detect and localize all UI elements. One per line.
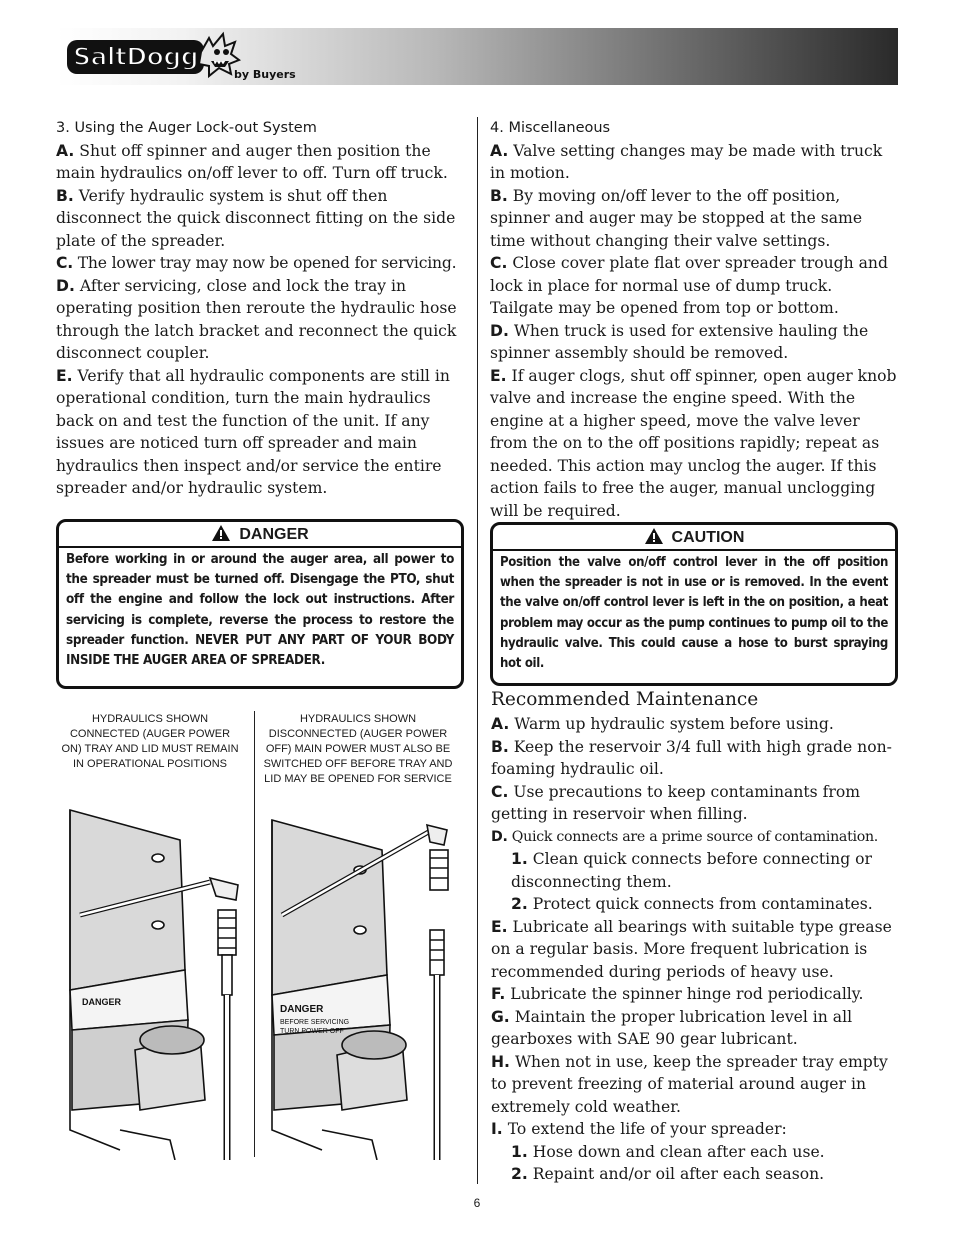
section-heading-auger-lockout: 3. Using the Auger Lock-out System xyxy=(56,120,317,136)
maint-g: G. Maintain the proper lubrication level in all gearboxes with SAE 90 gear lubricant. xyxy=(491,1007,853,1048)
maint-d1: 1. Clean quick connects before connecting or disconnecting them. xyxy=(511,850,872,891)
right-column-maintenance xyxy=(491,687,901,1186)
decal-danger-left: DANGER xyxy=(82,997,122,1007)
warning-triangle-icon xyxy=(211,524,231,542)
misc-step-d: D. When truck is used for extensive hauling the spinner assembly should be removed. xyxy=(490,321,869,362)
misc-step-c: C. Close cover plate flat over spreader trough and lock in place for normal use of dump truck. Tailgate may be opened from top or bottom. xyxy=(490,254,888,317)
decal-line2: TURN POWER OFF xyxy=(280,1028,344,1035)
figure-divider xyxy=(254,711,255,1157)
left-column xyxy=(56,117,466,500)
decal-danger-right: DANGER xyxy=(280,1004,324,1015)
figure-hydraulics-disconnected xyxy=(262,800,452,1160)
step-e: E. Verify that all hydraulic components are still in operational condition, turn the main hydraulics back on and test the function of the unit. If any issues are noticed turn off spreader and main hydraulics then inspect and/or service the entire spreader and/or hydraulic system. xyxy=(56,366,450,497)
maint-d: D. Quick connects are a prime source of contamination. xyxy=(491,828,879,845)
logo-text: SaltDogg xyxy=(67,40,204,74)
danger-body: Before working in or around the auger area, all power to the spreader must be turned off. Disengage the PTO, shut off the engine and follow the lock out instructions. After servicing is complete, reverse the process to restore the spreader function. NEVER PUT ANY PART OF YOUR BODY INSIDE THE AUGER AREA OF SPREADER. xyxy=(66,552,454,669)
column-divider xyxy=(477,117,478,1184)
step-b: B. Verify hydraulic system is shut off then disconnect the quick disconnect fitting on the side plate of the spreader. xyxy=(56,186,456,250)
step-d: D. After servicing, close and lock the tray in operating position then reroute the hydraulic hose through the latch bracket and reconnect the quick disconnect coupler. xyxy=(56,276,457,362)
danger-title: DANGER xyxy=(59,522,461,548)
page-number: 6 xyxy=(473,1196,481,1210)
maint-i: I. To extend the life of your spreader: xyxy=(491,1120,787,1138)
misc-step-a: A. Valve setting changes may be made with truck in motion. xyxy=(490,141,883,182)
decal-line1: BEFORE SERVICING xyxy=(280,1019,350,1026)
maint-f: F. Lubricate the spinner hinge rod periodically. xyxy=(491,985,864,1003)
logo-subtext: by Buyers xyxy=(234,68,296,81)
figure-caption-connected: HYDRAULICS SHOWN CONNECTED (AUGER POWER ON) TRAY AND LID MUST REMAIN IN OPERATIONAL POSITIONS xyxy=(61,713,239,770)
maint-c: C. Use precautions to keep contaminants from getting in reservoir when filling. xyxy=(491,782,861,823)
saltdogg-logo xyxy=(67,40,296,81)
step-c: C. The lower tray may now be opened for servicing. xyxy=(56,254,457,272)
caution-box xyxy=(490,522,898,686)
danger-box xyxy=(56,519,464,689)
maint-i1: 1. Hose down and clean after each use. xyxy=(511,1142,825,1161)
header-banner xyxy=(57,28,898,85)
right-column-misc xyxy=(490,117,898,522)
maintenance-title: Recommended Maintenance xyxy=(491,689,759,710)
maint-e: E. Lubricate all bearings with suitable type grease on a regular basis. More frequent lubrication is recommended during periods of heavy use. xyxy=(491,917,892,981)
caution-title: CAUTION xyxy=(493,525,895,551)
maint-d2: 2. Protect quick connects from contaminates. xyxy=(511,895,873,913)
figure-hydraulics-connected xyxy=(60,800,250,1160)
maint-a: A. Warm up hydraulic system before using. xyxy=(491,715,834,733)
misc-step-b: B. By moving on/off lever to the off position, spinner and auger may be stopped at the same time without changing their valve settings. xyxy=(490,186,863,250)
step-a: A. Shut off spinner and auger then position the main hydraulics on/off lever to off. Turn off truck. xyxy=(56,141,448,182)
warning-triangle-icon xyxy=(644,527,664,545)
maint-b: B. Keep the reservoir 3/4 full with high grade non-foaming hydraulic oil. xyxy=(491,737,892,778)
maint-h: H. When not in use, keep the spreader tray empty to prevent freezing of material around auger in extremely cold weather. xyxy=(491,1052,888,1116)
section-heading-miscellaneous: 4. Miscellaneous xyxy=(490,120,611,136)
figure-caption-disconnected: HYDRAULICS SHOWN DISCONNECTED (AUGER POWER OFF) MAIN POWER MUST ALSO BE SWITCHED OFF BEFORE TRAY AND LID MAY BE OPENED FOR SERVICE xyxy=(263,713,453,785)
misc-step-e: E. If auger clogs, shut off spinner, open auger knob valve and increase the engine speed. With the engine at a higher speed, move the valve lever from the on to the off positions rapidly; repeat as needed. This action may unclog the auger. If this action fails to free the auger, manual unclogging will be required. xyxy=(490,366,897,520)
caution-body: Position the valve on/off control lever in the off position when the spreader is not in use or is removed. In the event the valve on/off control lever is left in the on position, a heat problem may occur as the pump continues to pump oil to the hydraulic valve. This could cause a hose to burst spraying hot oil. xyxy=(500,555,888,672)
maint-i2: 2. Repaint and/or oil after each season. xyxy=(511,1165,825,1183)
